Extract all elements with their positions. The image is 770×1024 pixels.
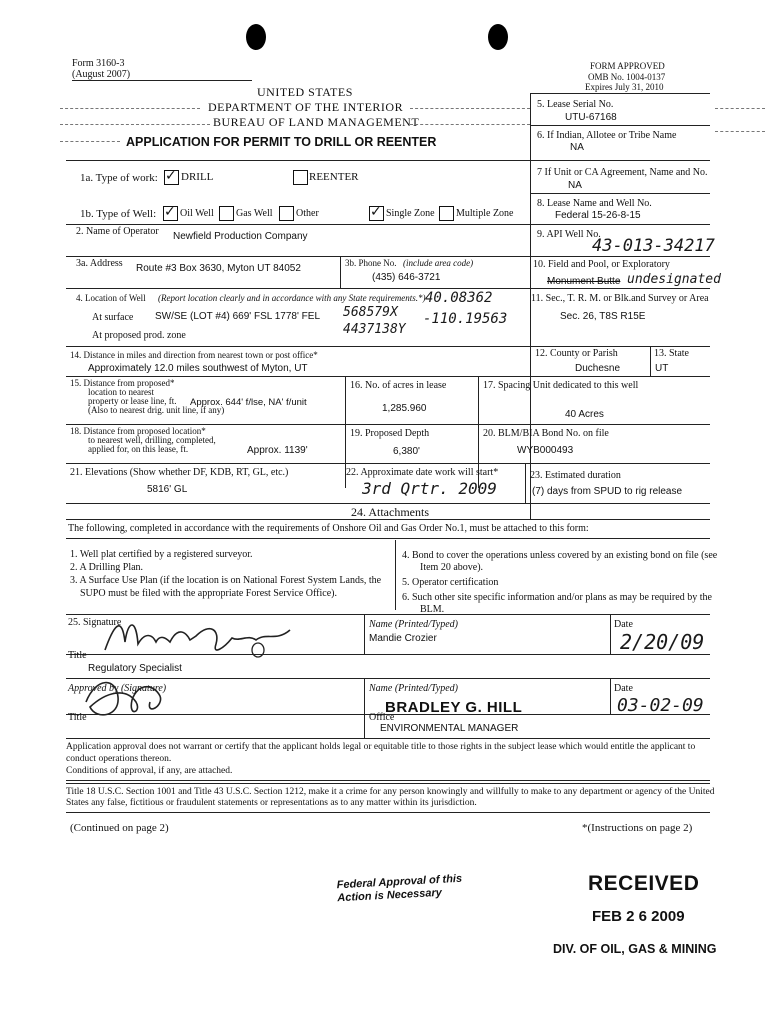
office-value: ENVIRONMENTAL MANAGER bbox=[380, 723, 519, 734]
approver-title-label: Title bbox=[68, 712, 87, 723]
at-surface-label: At surface bbox=[92, 312, 134, 323]
state-value: UT bbox=[655, 363, 669, 374]
acres-label: 16. No. of acres in lease bbox=[350, 380, 447, 391]
distance-lease-value: Approx. 644' f/lse, NA' f/unit bbox=[190, 397, 307, 408]
multiple-zone-label: Multiple Zone bbox=[456, 208, 514, 219]
location-hint: (Report location clearly and in accordance with any State requirements.*) bbox=[158, 293, 426, 303]
applicant-name-label: Name (Printed/Typed) bbox=[369, 619, 458, 630]
other-checkbox[interactable] bbox=[279, 206, 294, 221]
approval-date-handwritten: 03-02-09 bbox=[617, 695, 704, 716]
start-date-handwritten: 3rd Qrtr. 2009 bbox=[362, 479, 497, 498]
operator-value: Newfield Production Company bbox=[173, 231, 308, 242]
field-pool-label: 10. Field and Pool, or Exploratory bbox=[533, 259, 670, 270]
depth-label: 19. Proposed Depth bbox=[350, 428, 430, 439]
drill-label: DRILL bbox=[181, 171, 214, 183]
operator-label: 2. Name of Operator bbox=[76, 226, 159, 237]
field-pool-value: Monument Butte bbox=[547, 276, 621, 287]
reenter-checkbox[interactable] bbox=[293, 170, 308, 185]
section-label: 11. Sec., T. R. M. or Blk.and Survey or Area bbox=[531, 293, 709, 304]
attachments-intro: The following, completed in accordance with the requirements of Onshore Oil and Gas Order No.1, must be attached to this form: bbox=[68, 523, 589, 534]
county-value: Duchesne bbox=[575, 363, 621, 374]
county-label: 12. County or Parish bbox=[535, 348, 618, 359]
single-zone-checkbox[interactable] bbox=[369, 206, 384, 221]
signature-label: 25. Signature bbox=[68, 617, 122, 628]
other-label: Other bbox=[296, 208, 319, 219]
title-value: Regulatory Specialist bbox=[88, 663, 182, 674]
gas-well-checkbox[interactable] bbox=[219, 206, 234, 221]
lease-name-label: 8. Lease Name and Well No. bbox=[537, 198, 652, 209]
distance-well-label: 18. Distance from proposed location* to nearest well, drilling, completed, applied for, on this lease, ft. bbox=[70, 426, 216, 454]
division-stamp: DIV. OF OIL, GAS & MINING bbox=[553, 942, 717, 956]
reenter-label: REENTER bbox=[309, 171, 359, 183]
office-label: Office bbox=[369, 712, 395, 723]
agency-line-1: UNITED STATES bbox=[257, 85, 353, 99]
expiration-date: Expires July 31, 2010 bbox=[585, 82, 664, 92]
approval-disclaimer: Application approval does not warrant or certify that the applicant holds legal or equitable title to those rights in the subject lease which would entitle the applicant to conduct operations thereon. Conditions of approval, if any, are attached. bbox=[66, 742, 696, 776]
applicant-signature bbox=[100, 612, 300, 665]
approver-name-value: BRADLEY G. HILL bbox=[385, 699, 523, 716]
received-stamp: RECEIVED bbox=[588, 872, 700, 895]
received-date-stamp: FEB 2 6 2009 bbox=[592, 908, 685, 925]
continued-note: (Continued on page 2) bbox=[70, 822, 169, 834]
prod-zone-label: At proposed prod. zone bbox=[92, 330, 186, 341]
punch-hole-left bbox=[246, 24, 266, 50]
instructions-note: *(Instructions on page 2) bbox=[582, 822, 693, 834]
section-value: Sec. 26, T8S R15E bbox=[560, 311, 646, 322]
duration-value: (7) days from SPUD to rig release bbox=[532, 486, 683, 497]
distance-well-value: Approx. 1139' bbox=[247, 445, 308, 456]
lease-serial-label: 5. Lease Serial No. bbox=[537, 99, 614, 110]
depth-value: 6,380' bbox=[393, 446, 420, 457]
address-value: Route #3 Box 3630, Myton UT 84052 bbox=[136, 263, 301, 274]
oil-well-label: Oil Well bbox=[180, 208, 214, 219]
applicant-date-handwritten: 2/20/09 bbox=[620, 630, 705, 654]
omb-number: OMB No. 1004-0137 bbox=[588, 72, 666, 82]
utm-x-handwritten: 568579X bbox=[343, 305, 398, 320]
multiple-zone-checkbox[interactable] bbox=[439, 206, 454, 221]
form-date: (August 2007) bbox=[72, 69, 131, 80]
latitude-handwritten: 40.08362 bbox=[425, 290, 493, 306]
duration-label: 23. Estimated duration bbox=[530, 470, 621, 481]
spacing-label: 17. Spacing Unit dedicated to this well bbox=[483, 380, 639, 391]
title-label: Title bbox=[68, 650, 87, 661]
api-value-handwritten: 43-013-34217 bbox=[592, 236, 715, 256]
approver-signature bbox=[76, 672, 176, 727]
type-of-work-label: 1a. Type of work: bbox=[80, 172, 158, 184]
field-pool-handwritten: undesignated bbox=[627, 272, 721, 287]
distance-town-value: Approximately 12.0 miles southwest of Myton, UT bbox=[88, 363, 308, 374]
unit-agreement-value: NA bbox=[568, 180, 582, 191]
api-label: 9. API Well No. bbox=[537, 229, 601, 240]
approved-by-label: Approved by (Signature) bbox=[68, 683, 167, 694]
approver-name-label: Name (Printed/Typed) bbox=[369, 683, 458, 694]
agency-line-3: BUREAU OF LAND MANAGEMENT bbox=[213, 115, 420, 129]
punch-hole-right bbox=[488, 24, 508, 50]
type-of-well-label: 1b. Type of Well: bbox=[80, 208, 157, 220]
start-date-label: 22. Approximate date work will start* bbox=[346, 467, 499, 478]
form-number: Form 3160-3 bbox=[72, 58, 125, 69]
applicant-date-label: Date bbox=[614, 619, 633, 630]
phone-label: 3b. Phone No. bbox=[345, 258, 397, 268]
federal-approval-stamp: Federal Approval of this Action is Necessary bbox=[336, 872, 463, 905]
lease-serial-value: UTU-67168 bbox=[565, 112, 617, 123]
drill-checkbox[interactable] bbox=[164, 170, 179, 185]
state-label: 13. State bbox=[654, 348, 689, 359]
unit-agreement-label: 7 If Unit or CA Agreement, Name and No. bbox=[537, 167, 708, 178]
applicant-name-value: Mandie Crozier bbox=[369, 633, 437, 644]
location-label: 4. Location of Well bbox=[76, 293, 146, 303]
phone-hint: (include area code) bbox=[403, 258, 474, 268]
agency-line-2: DEPARTMENT OF THE INTERIOR bbox=[208, 100, 404, 114]
elevation-label: 21. Elevations (Show whether DF, KDB, RT, GL, etc.) bbox=[70, 467, 289, 478]
indian-tribe-value: NA bbox=[570, 142, 584, 153]
indian-tribe-label: 6. If Indian, Allotee or Tribe Name bbox=[537, 130, 677, 141]
lease-name-value: Federal 15-26-8-15 bbox=[555, 210, 641, 221]
phone-value: (435) 646-3721 bbox=[372, 272, 441, 283]
bond-value: WYB000493 bbox=[517, 445, 574, 456]
form-title: APPLICATION FOR PERMIT TO DRILL OR REENTER bbox=[126, 135, 437, 149]
attachments-right-list: 4. Bond to cover the operations unless covered by an existing bond on file (see Item 20 above). 5. Operator certification 6. Such other site specific information and/or plans as may be required by the BLM. bbox=[402, 550, 718, 615]
approval-date-label: Date bbox=[614, 683, 633, 694]
attachments-left-list: 1. Well plat certified by a registered surveyor. 2. A Drilling Plan. 3. A Surface Use Plan (if the location is on National Forest System Lands, the SUPO must be filed with the appropriate Forest Service Office). bbox=[70, 549, 382, 599]
acres-value: 1,285.960 bbox=[382, 403, 427, 414]
distance-town-label: 14. Distance in miles and direction from nearest town or post office* bbox=[70, 350, 318, 360]
address-label: 3a. Address bbox=[76, 258, 123, 269]
at-surface-value: SW/SE (LOT #4) 669' FSL 1778' FEL bbox=[155, 311, 321, 322]
bond-label: 20. BLM/BIA Bond No. on file bbox=[483, 428, 609, 439]
gas-well-label: Gas Well bbox=[236, 208, 273, 219]
distance-lease-label: 15. Distance from proposed* location to nearest property or lease line, ft. (Also to nearest drig. unit line, if any) bbox=[70, 378, 225, 415]
attachments-title: 24. Attachments bbox=[351, 505, 429, 519]
utm-y-handwritten: 4437138Y bbox=[343, 322, 406, 337]
elevation-value: 5816' GL bbox=[147, 484, 188, 495]
oil-well-checkbox[interactable] bbox=[163, 206, 178, 221]
legal-notice: Title 18 U.S.C. Section 1001 and Title 43 U.S.C. Section 1212, make it a crime for any person knowingly and willfully to make to any department or agency of the United States any false, fictitious or fraudulent statements or representations as to any matter within its jurisdiction. bbox=[66, 787, 715, 808]
approval-title: FORM APPROVED bbox=[590, 61, 665, 71]
single-zone-label: Single Zone bbox=[386, 208, 435, 219]
longitude-handwritten: -110.19563 bbox=[423, 311, 508, 327]
spacing-value: 40 Acres bbox=[565, 409, 604, 420]
